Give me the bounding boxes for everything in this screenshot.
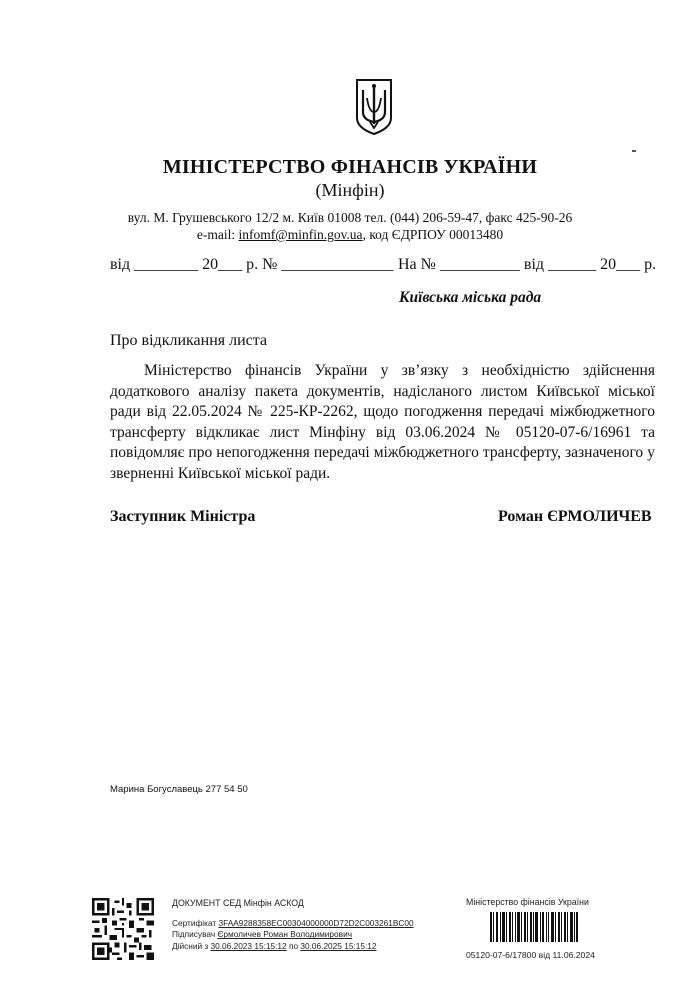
edrpou-code: , код ЄДРПОУ 00013480 [362, 227, 504, 242]
scan-mark [632, 150, 636, 152]
validity-separator: по [286, 940, 301, 951]
executor-contact: Марина Богуславець 277 54 50 [110, 784, 248, 795]
signer-title: Заступник Міністра [110, 508, 256, 525]
ministry-address: вул. М. Грушевського 12/2 м. Київ 01008 тел. (044) 206-59-47, факс 425-90-26 [127, 210, 573, 225]
signer-value: Єрмоличев Роман Володимирович [217, 929, 353, 940]
qr-code-icon [92, 898, 154, 960]
certificate-label: Сертифікат [172, 918, 219, 928]
letter-body: Міністерство фінансів України у зв’язку з необхідністю здійснення додаткового аналізу пакета документів, надісланого листом Київської міської ради від 22.05.2024 № 225-КР-2262, щодо погодження передачі міжбюджетного трансферту відкликає лист Мінфіну від 03.06.2024 № 05120-07-6/16961 та повідомляє про непогодження передачі міжбюджетного трансферту, зазначеного у зверненні Київської міської ради. [110, 362, 655, 482]
e-stamp-details [172, 918, 414, 952]
certificate-line [172, 918, 414, 929]
letter-subject: Про відкликання листа [110, 332, 268, 349]
e-stamp-title: ДОКУМЕНТ СЕД Мінфін АСКОД [172, 898, 304, 908]
email-label: e-mail: [196, 227, 239, 242]
barcode-icon [490, 912, 578, 942]
ministry-title: МІНІСТЕРСТВО ФІНАНСІВ УКРАЇНИ [162, 156, 538, 178]
validity-line [172, 941, 414, 952]
valid-from: 30.06.2023 15:15:12 [210, 940, 287, 951]
email-link[interactable]: infomf@minfin.gov.ua [238, 227, 363, 242]
coat-of-arms-icon [354, 78, 394, 136]
ministry-contacts [0, 227, 700, 243]
signer-name: Роман ЄРМОЛИЧЕВ [498, 508, 652, 525]
signer-label: Підписувач [172, 929, 218, 940]
registration-number: 05120-07-6/17800 від 11.06.2024 [466, 950, 595, 960]
outgoing-registration: від ________ 20___ р. № ______________ [110, 256, 394, 273]
incoming-registration: На № __________ від ______ 20___ р. [398, 256, 657, 273]
validity-label: Дійсний з [172, 940, 211, 951]
signer-line [172, 929, 414, 940]
ministry-short-name: (Мінфін) [315, 180, 385, 200]
certificate-value: 3FAA9288358EC00304000000D72D2C003261BC00 [218, 918, 414, 928]
valid-to: 30.06.2025 15:15:12 [300, 940, 377, 951]
barcode-org: Міністерство фінансів України [466, 897, 589, 907]
recipient: Київська міська рада [399, 289, 542, 306]
